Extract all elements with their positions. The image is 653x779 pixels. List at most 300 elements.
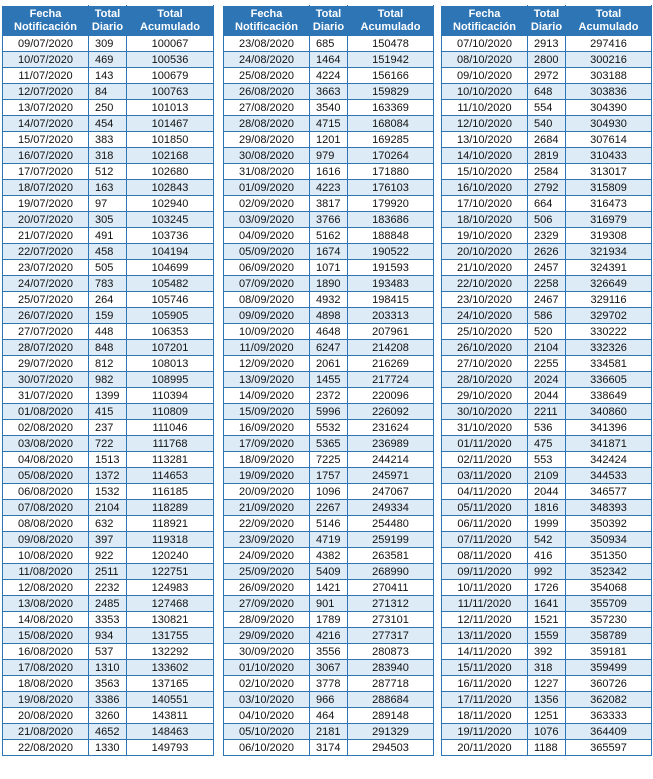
cumulative-total-cell: 114653 xyxy=(127,468,214,484)
date-cell: 18/10/2020 xyxy=(442,212,528,228)
table-row xyxy=(3,436,214,452)
date-cell: 18/07/2020 xyxy=(3,180,89,196)
table-row xyxy=(224,740,434,756)
table-row xyxy=(224,276,434,292)
table-row xyxy=(224,628,434,644)
daily-total-cell: 4224 xyxy=(310,68,348,84)
table-row xyxy=(224,52,434,68)
table-row xyxy=(442,484,652,500)
date-cell: 15/10/2020 xyxy=(442,164,528,180)
cumulative-total-cell: 341871 xyxy=(566,436,652,452)
daily-total-cell: 464 xyxy=(310,708,348,724)
table-row xyxy=(442,148,652,164)
table-row xyxy=(224,564,434,580)
date-cell: 24/09/2020 xyxy=(224,548,310,564)
cumulative-total-cell: 270411 xyxy=(348,580,434,596)
daily-total-cell: 1071 xyxy=(310,260,348,276)
table-row xyxy=(442,676,652,692)
table-row xyxy=(442,420,652,436)
cumulative-total-cell: 364409 xyxy=(566,724,652,740)
cumulative-total-cell: 291329 xyxy=(348,724,434,740)
daily-total-cell: 309 xyxy=(89,36,127,52)
daily-total-cell: 1330 xyxy=(89,740,127,756)
cumulative-total-cell: 346577 xyxy=(566,484,652,500)
cumulative-total-cell: 338649 xyxy=(566,388,652,404)
cumulative-total-cell: 304390 xyxy=(566,100,652,116)
daily-total-cell: 3563 xyxy=(89,676,127,692)
date-cell: 24/07/2020 xyxy=(3,276,89,292)
table-row xyxy=(3,84,214,100)
date-cell: 13/10/2020 xyxy=(442,132,528,148)
date-cell: 16/08/2020 xyxy=(3,644,89,660)
table-row xyxy=(3,660,214,676)
daily-total-cell: 542 xyxy=(528,532,566,548)
cumulative-total-cell: 324391 xyxy=(566,260,652,276)
table-row xyxy=(224,84,434,100)
daily-total-cell: 2109 xyxy=(528,468,566,484)
daily-total-cell: 1372 xyxy=(89,468,127,484)
date-cell: 28/07/2020 xyxy=(3,340,89,356)
table-row xyxy=(3,452,214,468)
date-cell: 02/10/2020 xyxy=(224,676,310,692)
date-cell: 27/08/2020 xyxy=(224,100,310,116)
cumulative-total-cell: 271312 xyxy=(348,596,434,612)
date-cell: 05/10/2020 xyxy=(224,724,310,740)
daily-total-cell: 6247 xyxy=(310,340,348,356)
cumulative-total-cell: 287718 xyxy=(348,676,434,692)
date-cell: 02/09/2020 xyxy=(224,196,310,212)
date-cell: 10/08/2020 xyxy=(3,548,89,564)
table-row xyxy=(442,404,652,420)
daily-total-cell: 1559 xyxy=(528,628,566,644)
cumulative-total-cell: 350392 xyxy=(566,516,652,532)
date-cell: 03/10/2020 xyxy=(224,692,310,708)
table-row xyxy=(224,660,434,676)
cumulative-total-cell: 116185 xyxy=(127,484,214,500)
cumulative-total-cell: 307614 xyxy=(566,132,652,148)
date-cell: 03/09/2020 xyxy=(224,212,310,228)
date-cell: 08/08/2020 xyxy=(3,516,89,532)
daily-total-cell: 7225 xyxy=(310,452,348,468)
cumulative-total-cell: 132292 xyxy=(127,644,214,660)
cumulative-total-cell: 100067 xyxy=(127,36,214,52)
cumulative-total-cell: 362082 xyxy=(566,692,652,708)
daily-total-cell: 2819 xyxy=(528,148,566,164)
daily-total-cell: 2511 xyxy=(89,564,127,580)
daily-total-cell: 632 xyxy=(89,516,127,532)
cumulative-total-cell: 118921 xyxy=(127,516,214,532)
table-header-row xyxy=(442,6,652,36)
cumulative-total-cell: 169285 xyxy=(348,132,434,148)
table-row xyxy=(3,132,214,148)
daily-total-cell: 2232 xyxy=(89,580,127,596)
daily-total-cell: 318 xyxy=(89,148,127,164)
date-cell: 31/07/2020 xyxy=(3,388,89,404)
table-row xyxy=(3,644,214,660)
date-cell: 20/09/2020 xyxy=(224,484,310,500)
date-cell: 29/09/2020 xyxy=(224,628,310,644)
date-cell: 21/10/2020 xyxy=(442,260,528,276)
table-row xyxy=(224,436,434,452)
cumulative-total-cell: 226092 xyxy=(348,404,434,420)
daily-total-cell: 1999 xyxy=(528,516,566,532)
cumulative-total-cell: 111046 xyxy=(127,420,214,436)
date-cell: 16/09/2020 xyxy=(224,420,310,436)
daily-total-cell: 3067 xyxy=(310,660,348,676)
table-row xyxy=(3,484,214,500)
daily-total-cell: 2457 xyxy=(528,260,566,276)
cumulative-total-cell: 119318 xyxy=(127,532,214,548)
date-cell: 12/08/2020 xyxy=(3,580,89,596)
table-row xyxy=(3,164,214,180)
daily-total-cell: 5162 xyxy=(310,228,348,244)
date-cell: 31/08/2020 xyxy=(224,164,310,180)
date-cell: 17/11/2020 xyxy=(442,692,528,708)
table-row xyxy=(3,148,214,164)
cumulative-total-cell: 273101 xyxy=(348,612,434,628)
date-cell: 25/10/2020 xyxy=(442,324,528,340)
date-cell: 27/07/2020 xyxy=(3,324,89,340)
cumulative-total-cell: 108995 xyxy=(127,372,214,388)
table-row xyxy=(442,116,652,132)
cumulative-total-cell: 321934 xyxy=(566,244,652,260)
date-cell: 19/07/2020 xyxy=(3,196,89,212)
daily-total-cell: 5532 xyxy=(310,420,348,436)
date-cell: 21/07/2020 xyxy=(3,228,89,244)
date-cell: 17/10/2020 xyxy=(442,196,528,212)
date-cell: 09/07/2020 xyxy=(3,36,89,52)
table-row xyxy=(442,132,652,148)
date-cell: 11/09/2020 xyxy=(224,340,310,356)
cumulative-total-cell: 330222 xyxy=(566,324,652,340)
table-row xyxy=(224,692,434,708)
date-cell: 16/10/2020 xyxy=(442,180,528,196)
daily-total-cell: 4216 xyxy=(310,628,348,644)
table-row xyxy=(442,308,652,324)
cumulative-total-cell: 103245 xyxy=(127,212,214,228)
cumulative-total-cell: 348393 xyxy=(566,500,652,516)
daily-total-cell: 1455 xyxy=(310,372,348,388)
cumulative-total-cell: 288684 xyxy=(348,692,434,708)
header-daily: Total Diario xyxy=(310,6,348,36)
daily-total-cell: 722 xyxy=(89,436,127,452)
table-row xyxy=(3,740,214,756)
daily-total-cell: 415 xyxy=(89,404,127,420)
cumulative-total-cell: 303836 xyxy=(566,84,652,100)
table-header-row xyxy=(224,6,434,36)
daily-total-cell: 3353 xyxy=(89,612,127,628)
cumulative-total-cell: 236989 xyxy=(348,436,434,452)
table-row xyxy=(224,676,434,692)
cumulative-total-cell: 151942 xyxy=(348,52,434,68)
daily-total-cell: 812 xyxy=(89,356,127,372)
date-cell: 15/09/2020 xyxy=(224,404,310,420)
date-cell: 30/08/2020 xyxy=(224,148,310,164)
daily-total-cell: 3540 xyxy=(310,100,348,116)
date-cell: 19/08/2020 xyxy=(3,692,89,708)
table-row xyxy=(442,564,652,580)
daily-total-cell: 1201 xyxy=(310,132,348,148)
cumulative-total-cell: 102843 xyxy=(127,180,214,196)
cumulative-total-cell: 355709 xyxy=(566,596,652,612)
cumulative-total-cell: 159829 xyxy=(348,84,434,100)
daily-total-cell: 163 xyxy=(89,180,127,196)
daily-total-cell: 5146 xyxy=(310,516,348,532)
cumulative-total-cell: 332326 xyxy=(566,340,652,356)
daily-total-cell: 1399 xyxy=(89,388,127,404)
daily-total-cell: 84 xyxy=(89,84,127,100)
date-cell: 22/09/2020 xyxy=(224,516,310,532)
table-row xyxy=(442,164,652,180)
date-cell: 14/11/2020 xyxy=(442,644,528,660)
header-daily: Total Diario xyxy=(89,6,127,36)
cumulative-total-cell: 188848 xyxy=(348,228,434,244)
daily-total-cell: 2684 xyxy=(528,132,566,148)
table-row xyxy=(224,36,434,52)
cases-table-1 xyxy=(2,5,214,756)
table-row xyxy=(3,388,214,404)
table-row xyxy=(3,404,214,420)
cumulative-total-cell: 214208 xyxy=(348,340,434,356)
table-row xyxy=(3,180,214,196)
daily-total-cell: 5409 xyxy=(310,564,348,580)
table-row xyxy=(442,708,652,724)
table-row xyxy=(442,372,652,388)
table-row xyxy=(442,740,652,756)
daily-total-cell: 3663 xyxy=(310,84,348,100)
date-cell: 15/11/2020 xyxy=(442,660,528,676)
date-cell: 19/10/2020 xyxy=(442,228,528,244)
cumulative-total-cell: 156166 xyxy=(348,68,434,84)
header-date: Fecha Notificación xyxy=(3,6,89,36)
date-cell: 07/11/2020 xyxy=(442,532,528,548)
daily-total-cell: 4898 xyxy=(310,308,348,324)
table-row xyxy=(3,260,214,276)
cumulative-total-cell: 280873 xyxy=(348,644,434,660)
table-row xyxy=(442,196,652,212)
cumulative-total-cell: 183686 xyxy=(348,212,434,228)
daily-total-cell: 2104 xyxy=(89,500,127,516)
cumulative-total-cell: 315809 xyxy=(566,180,652,196)
header-cumulative: Total Acumulado xyxy=(566,6,652,36)
daily-total-cell: 1789 xyxy=(310,612,348,628)
table-row xyxy=(224,452,434,468)
table-row xyxy=(224,580,434,596)
cumulative-total-cell: 351350 xyxy=(566,548,652,564)
daily-total-cell: 934 xyxy=(89,628,127,644)
daily-total-cell: 783 xyxy=(89,276,127,292)
cumulative-total-cell: 104194 xyxy=(127,244,214,260)
table-row xyxy=(3,580,214,596)
cumulative-total-cell: 300216 xyxy=(566,52,652,68)
table-row xyxy=(3,548,214,564)
table-row xyxy=(442,580,652,596)
cumulative-total-cell: 359181 xyxy=(566,644,652,660)
daily-total-cell: 3386 xyxy=(89,692,127,708)
cumulative-total-cell: 326649 xyxy=(566,276,652,292)
cumulative-total-cell: 220096 xyxy=(348,388,434,404)
date-cell: 01/09/2020 xyxy=(224,180,310,196)
daily-total-cell: 512 xyxy=(89,164,127,180)
daily-total-cell: 2626 xyxy=(528,244,566,260)
cumulative-total-cell: 105905 xyxy=(127,308,214,324)
daily-total-cell: 250 xyxy=(89,100,127,116)
cases-table-3 xyxy=(441,5,652,756)
cumulative-total-cell: 163369 xyxy=(348,100,434,116)
date-cell: 06/09/2020 xyxy=(224,260,310,276)
cumulative-total-cell: 359499 xyxy=(566,660,652,676)
daily-total-cell: 2258 xyxy=(528,276,566,292)
table-row xyxy=(442,724,652,740)
cumulative-total-cell: 143811 xyxy=(127,708,214,724)
date-cell: 12/09/2020 xyxy=(224,356,310,372)
cumulative-total-cell: 149793 xyxy=(127,740,214,756)
table-row xyxy=(224,132,434,148)
table-row xyxy=(3,52,214,68)
date-cell: 10/07/2020 xyxy=(3,52,89,68)
daily-total-cell: 1076 xyxy=(528,724,566,740)
daily-total-cell: 143 xyxy=(89,68,127,84)
table-row xyxy=(442,612,652,628)
date-cell: 25/08/2020 xyxy=(224,68,310,84)
table-row xyxy=(442,468,652,484)
cumulative-total-cell: 105482 xyxy=(127,276,214,292)
table-row xyxy=(442,388,652,404)
cumulative-total-cell: 111768 xyxy=(127,436,214,452)
table-row xyxy=(3,212,214,228)
cumulative-total-cell: 365597 xyxy=(566,740,652,756)
table-row xyxy=(3,292,214,308)
cumulative-total-cell: 110809 xyxy=(127,404,214,420)
daily-total-cell: 416 xyxy=(528,548,566,564)
daily-total-cell: 2800 xyxy=(528,52,566,68)
date-cell: 20/10/2020 xyxy=(442,244,528,260)
table-row xyxy=(442,324,652,340)
daily-total-cell: 1464 xyxy=(310,52,348,68)
cumulative-total-cell: 283940 xyxy=(348,660,434,676)
date-cell: 07/10/2020 xyxy=(442,36,528,52)
date-cell: 11/07/2020 xyxy=(3,68,89,84)
date-cell: 28/08/2020 xyxy=(224,116,310,132)
date-cell: 21/09/2020 xyxy=(224,500,310,516)
date-cell: 15/08/2020 xyxy=(3,628,89,644)
table-row xyxy=(3,468,214,484)
table-row xyxy=(3,116,214,132)
cumulative-total-cell: 106353 xyxy=(127,324,214,340)
table-row xyxy=(442,340,652,356)
daily-total-cell: 237 xyxy=(89,420,127,436)
cumulative-total-cell: 249334 xyxy=(348,500,434,516)
daily-total-cell: 586 xyxy=(528,308,566,324)
table-row xyxy=(224,596,434,612)
date-cell: 26/08/2020 xyxy=(224,84,310,100)
table-row xyxy=(3,340,214,356)
daily-total-cell: 264 xyxy=(89,292,127,308)
cumulative-total-cell: 168084 xyxy=(348,116,434,132)
table-row xyxy=(224,292,434,308)
date-cell: 05/11/2020 xyxy=(442,500,528,516)
daily-total-cell: 397 xyxy=(89,532,127,548)
daily-total-cell: 318 xyxy=(528,660,566,676)
header-daily: Total Diario xyxy=(528,6,566,36)
date-cell: 22/07/2020 xyxy=(3,244,89,260)
date-cell: 29/08/2020 xyxy=(224,132,310,148)
cumulative-total-cell: 245971 xyxy=(348,468,434,484)
daily-total-cell: 2267 xyxy=(310,500,348,516)
daily-total-cell: 1310 xyxy=(89,660,127,676)
table-row xyxy=(442,292,652,308)
table-row xyxy=(3,596,214,612)
daily-total-cell: 3260 xyxy=(89,708,127,724)
table-row xyxy=(442,52,652,68)
date-cell: 26/10/2020 xyxy=(442,340,528,356)
header-cumulative: Total Acumulado xyxy=(127,6,214,36)
daily-total-cell: 4648 xyxy=(310,324,348,340)
table-row xyxy=(3,500,214,516)
daily-total-cell: 454 xyxy=(89,116,127,132)
date-cell: 01/10/2020 xyxy=(224,660,310,676)
table-row xyxy=(3,564,214,580)
date-cell: 12/07/2020 xyxy=(3,84,89,100)
cumulative-total-cell: 254480 xyxy=(348,516,434,532)
cumulative-total-cell: 107201 xyxy=(127,340,214,356)
cumulative-total-cell: 120240 xyxy=(127,548,214,564)
date-cell: 03/08/2020 xyxy=(3,436,89,452)
daily-total-cell: 1421 xyxy=(310,580,348,596)
table-row xyxy=(442,644,652,660)
table-row xyxy=(224,212,434,228)
date-cell: 22/08/2020 xyxy=(3,740,89,756)
cumulative-total-cell: 179920 xyxy=(348,196,434,212)
date-cell: 09/09/2020 xyxy=(224,308,310,324)
table-row xyxy=(442,212,652,228)
cumulative-total-cell: 363333 xyxy=(566,708,652,724)
daily-total-cell: 2181 xyxy=(310,724,348,740)
date-cell: 14/10/2020 xyxy=(442,148,528,164)
date-cell: 18/08/2020 xyxy=(3,676,89,692)
daily-total-cell: 392 xyxy=(528,644,566,660)
daily-total-cell: 2104 xyxy=(528,340,566,356)
daily-total-cell: 5996 xyxy=(310,404,348,420)
table-row xyxy=(3,628,214,644)
date-cell: 21/08/2020 xyxy=(3,724,89,740)
date-cell: 04/10/2020 xyxy=(224,708,310,724)
date-cell: 20/08/2020 xyxy=(3,708,89,724)
daily-total-cell: 4652 xyxy=(89,724,127,740)
date-cell: 29/07/2020 xyxy=(3,356,89,372)
cumulative-total-cell: 342424 xyxy=(566,452,652,468)
table-row xyxy=(442,260,652,276)
daily-total-cell: 3778 xyxy=(310,676,348,692)
date-cell: 12/10/2020 xyxy=(442,116,528,132)
daily-total-cell: 1890 xyxy=(310,276,348,292)
daily-total-cell: 553 xyxy=(528,452,566,468)
table-row xyxy=(442,436,652,452)
table-row xyxy=(442,276,652,292)
cumulative-total-cell: 268990 xyxy=(348,564,434,580)
daily-total-cell: 383 xyxy=(89,132,127,148)
cumulative-total-cell: 247067 xyxy=(348,484,434,500)
table-row xyxy=(224,724,434,740)
date-cell: 10/10/2020 xyxy=(442,84,528,100)
table-row xyxy=(224,324,434,340)
daily-total-cell: 4223 xyxy=(310,180,348,196)
date-cell: 13/08/2020 xyxy=(3,596,89,612)
cumulative-total-cell: 176103 xyxy=(348,180,434,196)
daily-total-cell: 3817 xyxy=(310,196,348,212)
date-cell: 17/08/2020 xyxy=(3,660,89,676)
daily-total-cell: 982 xyxy=(89,372,127,388)
